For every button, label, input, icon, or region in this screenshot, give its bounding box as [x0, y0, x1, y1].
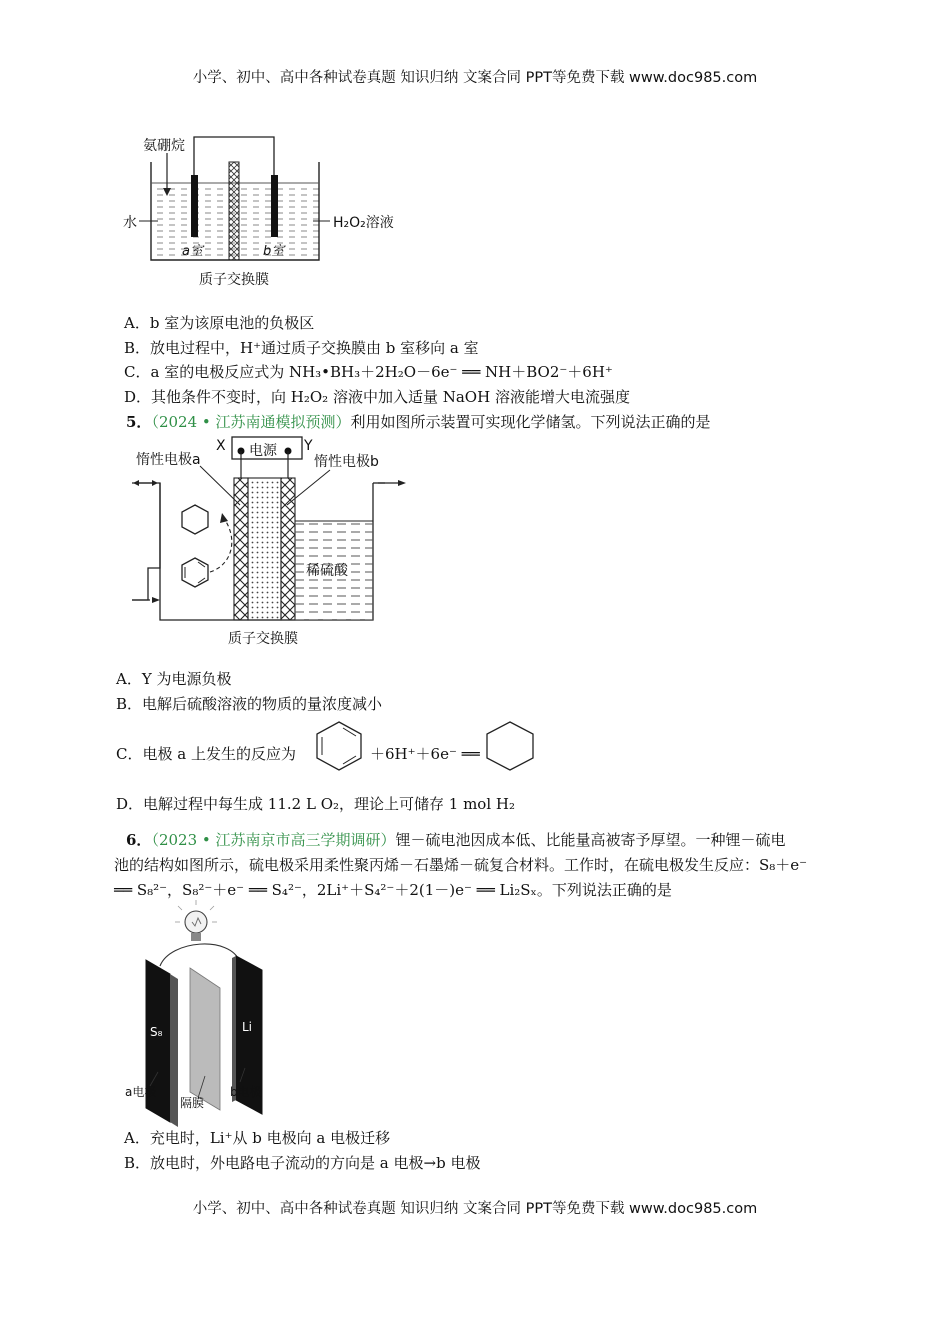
label-b-electrode: b电极: [230, 1085, 262, 1099]
label-power-supply: 电源: [249, 443, 277, 459]
page-header: 小学、初中、高中各种试卷真题 知识归纳 文案合同 PPT等免费下载 www.doc985.com: [192, 70, 758, 86]
q5-option-a: A．Y 为电源负极: [116, 670, 232, 688]
page-footer: 小学、初中、高中各种试卷真题 知识归纳 文案合同 PPT等免费下载 www.doc985.com: [192, 1201, 758, 1217]
q6-stem-text-1: 锂－硫电池因成本低、比能量高被寄予厚望。一种锂－硫电: [395, 831, 786, 849]
label-x: X: [216, 438, 226, 454]
q6-stem-line-3: ══ S₈²⁻，S₈²⁻＋e⁻ ══ S₄²⁻，2Li⁺＋S₄²⁻＋2(1－)e⁻ ══ Li₂Sₓ。下列说法正确的是: [114, 881, 672, 899]
label-room-b: b室: [263, 244, 285, 259]
q6-option-b: B．放电时，外电路电子流动的方向是 a 电极→b 电极: [124, 1154, 481, 1172]
label-membrane: 质子交换膜: [228, 631, 298, 647]
q5-option-c-middle: ＋6H⁺＋6e⁻ ══: [370, 745, 480, 763]
q5-source: （2024 • 江苏南通模拟预测）: [151, 413, 351, 431]
q6-stem-line-1: [126, 830, 786, 850]
q4-option-a: A．b 室为该原电池的负极区: [124, 314, 315, 332]
q5-option-b: B．电解后硫酸溶液的物质的量浓度减小: [116, 695, 383, 713]
label-proton-membrane: 质子交换膜: [199, 272, 269, 288]
label-li: Li: [242, 1020, 253, 1034]
light-bulb-icon: [185, 911, 207, 933]
label-s8: S₈: [150, 1025, 163, 1039]
q6-stem-line-2: 池的结构如图所示，硫电极采用柔性聚丙烯－石墨烯－硫复合材料。工作时，在硫电极发生反应：S₈＋e⁻: [114, 856, 808, 874]
label-dilute-sulfuric-acid: 稀硫酸: [306, 563, 348, 579]
label-separator: 隔膜: [180, 1096, 205, 1110]
benzene-icon: [182, 558, 208, 587]
electrode-b-bar: [281, 478, 295, 620]
q4-option-b: B．放电过程中，H⁺通过质子交换膜由 b 室移向 a 室: [124, 339, 479, 357]
q5-option-c-prefix: C．电极 a 上发生的反应为: [116, 745, 296, 763]
q6-option-a: A．充电时，Li⁺从 b 电极向 a 电极迁移: [124, 1129, 391, 1147]
benzene-structure-icon: [317, 722, 361, 770]
label-electrode-a: 惰性电极a: [136, 452, 201, 468]
proton-membrane-bar: [248, 478, 281, 620]
q5-option-d: D．电解过程中每生成 11.2 L O₂，理论上可储存 1 mol H₂: [116, 795, 515, 813]
q6-source: （2023 • 江苏南京市高三学期调研）: [151, 831, 396, 849]
label-water: 水: [123, 215, 137, 231]
cyclohexane-icon: [182, 505, 208, 534]
li-s-diagram: [0, 900, 950, 1140]
label-room-a: a室: [182, 244, 203, 259]
q5-stem-text: 利用如图所示装置可实现化学储氢。下列说法正确的是: [350, 413, 711, 431]
label-y: Y: [304, 438, 313, 454]
cyclohexane-structure-icon: [487, 722, 533, 770]
q5-number: 5．: [126, 413, 152, 431]
label-h2o2: H₂O₂溶液: [333, 215, 394, 231]
cell-diagram-2: [0, 0, 950, 300]
q5-stem: [126, 412, 711, 432]
label-ammonia-borane: 氨硼烷: [143, 138, 185, 154]
label-a-electrode: a电极: [125, 1085, 157, 1099]
q4-option-d: D．其他条件不变时，向 H₂O₂ 溶液中加入适量 NaOH 溶液能增大电流强度: [124, 388, 630, 406]
electrode-a-bar: [234, 478, 248, 620]
separator: [190, 968, 220, 1110]
q6-number: 6．: [126, 831, 152, 849]
label-electrode-b: 惰性电极b: [314, 454, 379, 470]
q4-option-c: C．a 室的电极反应式为 NH₃•BH₃＋2H₂O－6e⁻ ══ NH＋BO2⁻＋6H⁺: [124, 363, 613, 381]
